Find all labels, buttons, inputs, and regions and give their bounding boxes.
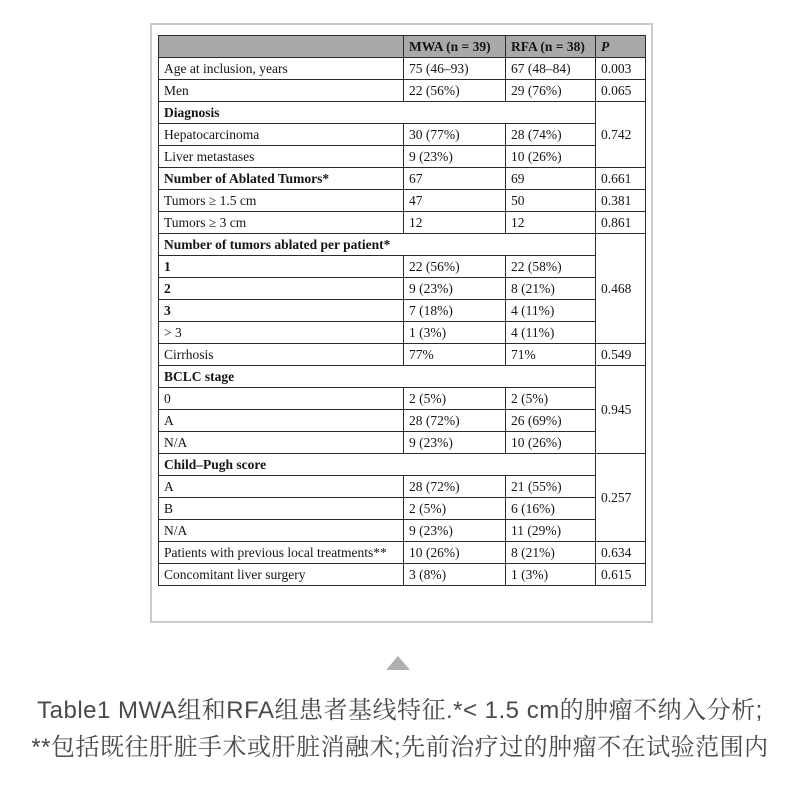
p-value-cell: 0.945 xyxy=(596,366,646,454)
row-label-cell: A xyxy=(159,410,404,432)
p-value-cell: 0.634 xyxy=(596,542,646,564)
rfa-value-cell: 69 xyxy=(506,168,596,190)
mwa-value-cell: 75 (46–93) xyxy=(404,58,506,80)
mwa-value-cell: 67 xyxy=(404,168,506,190)
mwa-value-cell: 28 (72%) xyxy=(404,410,506,432)
p-value-cell: 0.742 xyxy=(596,102,646,168)
rfa-value-cell: 22 (58%) xyxy=(506,256,596,278)
table-row xyxy=(159,124,646,146)
mwa-value-cell: 9 (23%) xyxy=(404,278,506,300)
mwa-value-cell: 30 (77%) xyxy=(404,124,506,146)
table-row xyxy=(159,432,646,454)
rfa-value-cell: 8 (21%) xyxy=(506,278,596,300)
rfa-value-cell: 10 (26%) xyxy=(506,432,596,454)
table-row xyxy=(159,256,646,278)
p-value-cell: 0.549 xyxy=(596,344,646,366)
header-mwa-cell: MWA (n = 39) xyxy=(404,36,506,58)
row-label-cell: Patients with previous local treatments** xyxy=(159,542,404,564)
mwa-value-cell: 9 (23%) xyxy=(404,520,506,542)
row-label-cell: B xyxy=(159,498,404,520)
row-label-cell: Number of Ablated Tumors* xyxy=(159,168,404,190)
table-row xyxy=(159,388,646,410)
mwa-value-cell: 2 (5%) xyxy=(404,498,506,520)
table-row xyxy=(159,146,646,168)
p-value-cell: 0.661 xyxy=(596,168,646,190)
table-row xyxy=(159,300,646,322)
mwa-value-cell: 10 (26%) xyxy=(404,542,506,564)
table-row xyxy=(159,322,646,344)
table-row xyxy=(159,212,646,234)
row-label-cell: Tumors ≥ 1.5 cm xyxy=(159,190,404,212)
row-label-cell: 3 xyxy=(159,300,404,322)
rfa-value-cell: 21 (55%) xyxy=(506,476,596,498)
table-body xyxy=(159,58,646,586)
row-label-cell: Hepatocarcinoma xyxy=(159,124,404,146)
p-value-cell: 0.615 xyxy=(596,564,646,586)
mwa-value-cell: 28 (72%) xyxy=(404,476,506,498)
p-value-cell: 0.065 xyxy=(596,80,646,102)
rfa-value-cell: 8 (21%) xyxy=(506,542,596,564)
mwa-value-cell: 22 (56%) xyxy=(404,256,506,278)
table-row xyxy=(159,542,646,564)
row-label-cell: N/A xyxy=(159,432,404,454)
mwa-value-cell: 9 (23%) xyxy=(404,432,506,454)
table-row xyxy=(159,366,646,388)
collapse-triangle-icon[interactable] xyxy=(386,656,410,670)
section-label-cell: Number of tumors ablated per patient* xyxy=(159,234,596,256)
table-header-row xyxy=(159,36,646,58)
p-value-cell: 0.381 xyxy=(596,190,646,212)
rfa-value-cell: 10 (26%) xyxy=(506,146,596,168)
mwa-value-cell: 1 (3%) xyxy=(404,322,506,344)
row-label-cell: A xyxy=(159,476,404,498)
table-row xyxy=(159,102,646,124)
table-row xyxy=(159,410,646,432)
table-row xyxy=(159,168,646,190)
rfa-value-cell: 4 (11%) xyxy=(506,322,596,344)
header-p-cell: P xyxy=(596,36,646,58)
row-label-cell: Age at inclusion, years xyxy=(159,58,404,80)
row-label-cell: 0 xyxy=(159,388,404,410)
mwa-value-cell: 7 (18%) xyxy=(404,300,506,322)
rfa-value-cell: 11 (29%) xyxy=(506,520,596,542)
section-label-cell: Child–Pugh score xyxy=(159,454,596,476)
p-value-cell: 0.861 xyxy=(596,212,646,234)
row-label-cell: 1 xyxy=(159,256,404,278)
table-row xyxy=(159,520,646,542)
row-label-cell: Concomitant liver surgery xyxy=(159,564,404,586)
header-rfa-cell: RFA (n = 38) xyxy=(506,36,596,58)
rfa-value-cell: 1 (3%) xyxy=(506,564,596,586)
table-row xyxy=(159,80,646,102)
mwa-value-cell: 22 (56%) xyxy=(404,80,506,102)
table-row xyxy=(159,234,646,256)
p-value-cell: 0.257 xyxy=(596,454,646,542)
p-value-cell: 0.003 xyxy=(596,58,646,80)
rfa-value-cell: 50 xyxy=(506,190,596,212)
header-empty-cell xyxy=(159,36,404,58)
baseline-characteristics-table xyxy=(158,35,646,586)
row-label-cell: Cirrhosis xyxy=(159,344,404,366)
table-row xyxy=(159,344,646,366)
rfa-value-cell: 28 (74%) xyxy=(506,124,596,146)
rfa-value-cell: 2 (5%) xyxy=(506,388,596,410)
mwa-value-cell: 12 xyxy=(404,212,506,234)
table-row xyxy=(159,278,646,300)
mwa-value-cell: 9 (23%) xyxy=(404,146,506,168)
row-label-cell: Liver metastases xyxy=(159,146,404,168)
rfa-value-cell: 67 (48–84) xyxy=(506,58,596,80)
mwa-value-cell: 47 xyxy=(404,190,506,212)
rfa-value-cell: 29 (76%) xyxy=(506,80,596,102)
caption-line-2: **包括既往肝脏手术或肝脏消融术;先前治疗过的肿瘤不在试验范围内 xyxy=(31,734,769,761)
row-label-cell: N/A xyxy=(159,520,404,542)
section-label-cell: BCLC stage xyxy=(159,366,596,388)
caption-line-1: Table1 MWA组和RFA组患者基线特征.*< 1.5 cm的肿瘤不纳入分析; xyxy=(37,697,763,724)
table-row xyxy=(159,476,646,498)
rfa-value-cell: 26 (69%) xyxy=(506,410,596,432)
table-row xyxy=(159,58,646,80)
table-row xyxy=(159,190,646,212)
row-label-cell: > 3 xyxy=(159,322,404,344)
table-row xyxy=(159,498,646,520)
p-value-cell: 0.468 xyxy=(596,234,646,344)
rfa-value-cell: 4 (11%) xyxy=(506,300,596,322)
row-label-cell: 2 xyxy=(159,278,404,300)
mwa-value-cell: 2 (5%) xyxy=(404,388,506,410)
table-row xyxy=(159,564,646,586)
section-label-cell: Diagnosis xyxy=(159,102,596,124)
row-label-cell: Tumors ≥ 3 cm xyxy=(159,212,404,234)
mwa-value-cell: 77% xyxy=(404,344,506,366)
table-row xyxy=(159,454,646,476)
row-label-cell: Men xyxy=(159,80,404,102)
rfa-value-cell: 12 xyxy=(506,212,596,234)
mwa-value-cell: 3 (8%) xyxy=(404,564,506,586)
rfa-value-cell: 6 (16%) xyxy=(506,498,596,520)
table-caption xyxy=(0,692,800,766)
rfa-value-cell: 71% xyxy=(506,344,596,366)
